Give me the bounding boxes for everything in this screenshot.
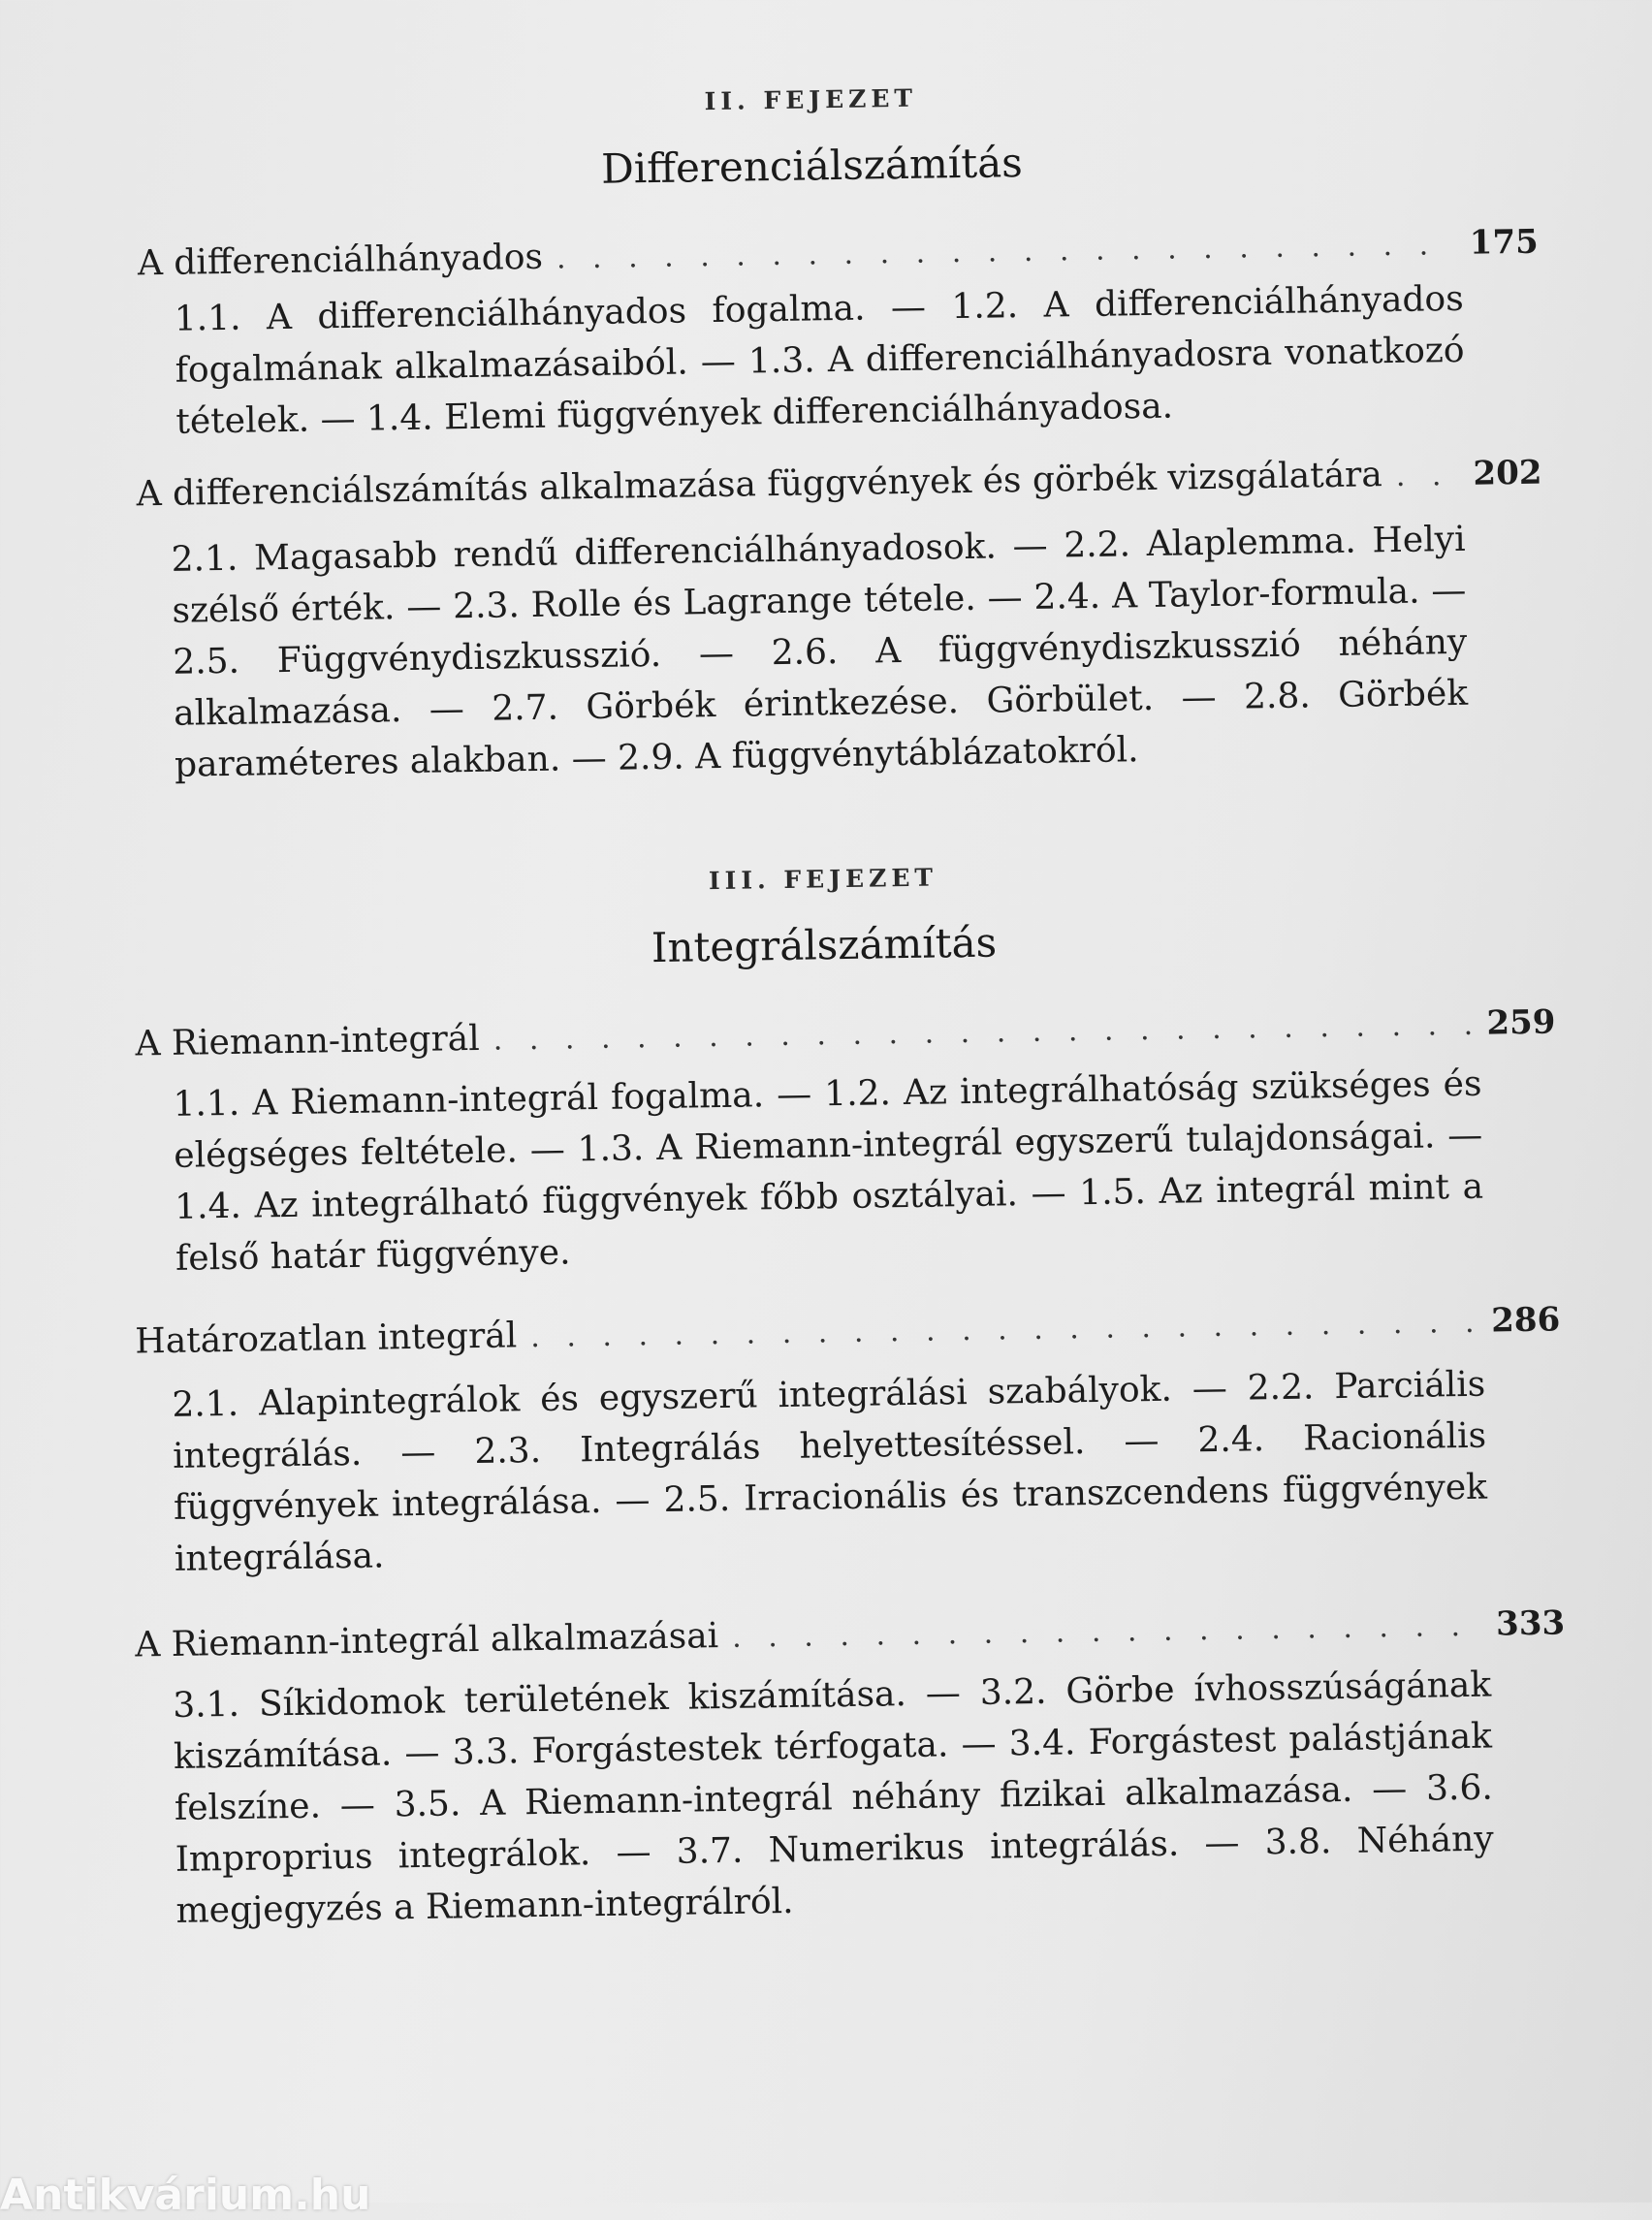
toc-entry — [135, 1602, 1565, 1665]
chapter-title: Differenciálszámítás — [600, 138, 1024, 193]
toc-entry — [135, 1001, 1555, 1063]
section-summary: 1.1. A Riemann-integrál fogalma. — 1.2. Az integrálhatóság szükséges és elégséges feltétele. — 1.3. A Riemann-integrál egyszerű tulajdonságai. — 1.4. Az integrálható függvények főbb osztályai. — 1.5. Az integrál mint a felső határ függvénye. — [173, 1063, 1484, 1279]
toc-entry-title: A differenciálhányados — [137, 237, 544, 284]
toc-entry — [138, 222, 1539, 284]
toc-entry-title: A differenciálszámítás alkalmazása függvények és görbék vizsgálatára — [136, 455, 1383, 515]
toc-entry — [136, 453, 1541, 515]
leader-dots — [530, 1306, 1478, 1354]
toc-entry-title: A Riemann-integrál — [135, 1018, 481, 1064]
leader-dots — [732, 1609, 1483, 1655]
section-summary: 2.1. Magasabb rendű differenciálhányadosok. — 2.2. Alaplemma. Helyi szélső érték. — 2.3. Rolle és Lagrange tétele. — 2.4. A Taylor-formula. — 2.5. Függvénydiszkusszió. — 2.6. A függvénydiszkusszió néhány alkalmazása. — 2.7. Görbék érintkezése. Görbület. — 2.8. Görbék paraméteres alakban. — 2.9. A függvénytáblázatokról. — [171, 519, 1469, 785]
chapter-title: Integrálszámítás — [651, 918, 998, 972]
toc-page-number: 333 — [1495, 1603, 1566, 1644]
toc-page-number: 286 — [1490, 1300, 1561, 1341]
toc-page-number: 175 — [1469, 222, 1540, 263]
toc-entry-title: A Riemann-integrál alkalmazásai — [134, 1616, 719, 1665]
toc-entry — [135, 1299, 1560, 1361]
section-summary: 1.1. A differenciálhányados fogalma. — 1.2. A differenciálhányados fogalmának alkalmazásaiból. — 1.3. A differenciálhányadosra vonatkozó tételek. — 1.4. Elemi függvények differenciálhányadosa. — [174, 278, 1465, 442]
section-summary: 3.1. Síkidomok területének kiszámítása. — 3.2. Görbe ívhosszúságának kiszámítása. — 3.3. Forgástestek térfogata. — 3.4. Forgástest palástjának felszíne. — 3.5. A Riemann-integrál néhány fizikai alkalmazása. — 3.6. Improprius integrálok. — 3.7. Numerikus integrálás. — 3.8. Néhány megjegyzés a Riemann-integrálról. — [172, 1665, 1494, 1931]
chapter-label: II. FEJEZET — [704, 83, 918, 116]
leader-dots — [556, 228, 1456, 276]
toc-page-number: 202 — [1473, 453, 1542, 493]
toc-page-number: 259 — [1486, 1002, 1556, 1043]
watermark: Antikvárium.hu — [0, 2171, 371, 2220]
toc-entry-title: Határozatlan integrál — [135, 1316, 518, 1362]
leader-dots — [1396, 459, 1460, 493]
leader-dots — [492, 1008, 1473, 1058]
section-summary: 2.1. Alapintegrálok és egyszerű integrálási szabályok. — 2.2. Parciális integrálás. — 2.3. Integrálás helyettesítéssel. — 2.4. Racionális függvények integrálása. — 2.5. Irracionális és transzcendens függvények integrálása. — [172, 1364, 1488, 1579]
chapter-label: III. FEJEZET — [708, 863, 938, 896]
